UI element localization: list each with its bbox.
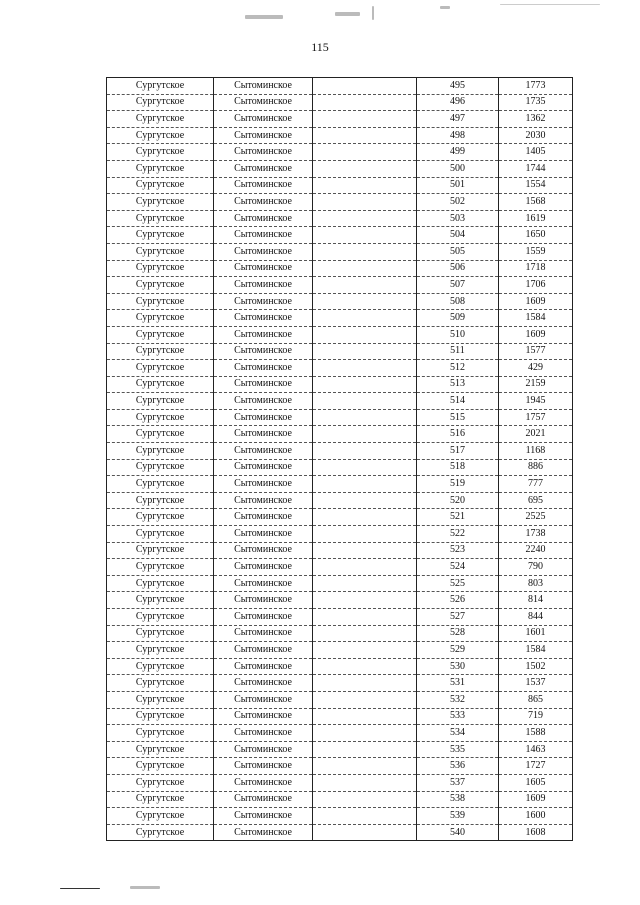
note-cell xyxy=(313,443,417,460)
field-cell: Сургутское xyxy=(107,509,214,526)
area-cell: Сытоминское xyxy=(214,326,313,343)
note-cell xyxy=(313,691,417,708)
note-cell xyxy=(313,725,417,742)
value-cell: 1609 xyxy=(499,293,573,310)
value-cell: 695 xyxy=(499,492,573,509)
note-cell xyxy=(313,708,417,725)
note-cell xyxy=(313,160,417,177)
field-cell: Сургутское xyxy=(107,642,214,659)
number-cell: 509 xyxy=(417,310,499,327)
value-cell: 1600 xyxy=(499,808,573,825)
field-cell: Сургутское xyxy=(107,111,214,128)
number-cell: 533 xyxy=(417,708,499,725)
scan-artifact xyxy=(335,12,360,16)
area-cell: Сытоминское xyxy=(214,277,313,294)
table-row xyxy=(107,509,573,526)
note-cell xyxy=(313,609,417,626)
value-cell: 886 xyxy=(499,459,573,476)
table-row xyxy=(107,741,573,758)
area-cell: Сытоминское xyxy=(214,625,313,642)
area-cell: Сытоминское xyxy=(214,227,313,244)
note-cell xyxy=(313,741,417,758)
number-cell: 505 xyxy=(417,243,499,260)
field-cell: Сургутское xyxy=(107,725,214,742)
table-row xyxy=(107,177,573,194)
value-cell: 865 xyxy=(499,691,573,708)
number-cell: 525 xyxy=(417,575,499,592)
number-cell: 519 xyxy=(417,476,499,493)
value-cell: 1168 xyxy=(499,443,573,460)
value-cell: 1718 xyxy=(499,260,573,277)
table-row xyxy=(107,426,573,443)
field-cell: Сургутское xyxy=(107,476,214,493)
area-cell: Сытоминское xyxy=(214,360,313,377)
number-cell: 506 xyxy=(417,260,499,277)
note-cell xyxy=(313,492,417,509)
scan-artifact xyxy=(60,888,100,889)
value-cell: 1773 xyxy=(499,78,573,95)
value-cell: 2159 xyxy=(499,376,573,393)
number-cell: 534 xyxy=(417,725,499,742)
value-cell: 1554 xyxy=(499,177,573,194)
field-cell: Сургутское xyxy=(107,160,214,177)
value-cell: 719 xyxy=(499,708,573,725)
field-cell: Сургутское xyxy=(107,526,214,543)
table-row xyxy=(107,326,573,343)
area-cell: Сытоминское xyxy=(214,824,313,841)
scan-artifact xyxy=(440,6,450,9)
number-cell: 496 xyxy=(417,94,499,111)
area-cell: Сытоминское xyxy=(214,758,313,775)
table-row xyxy=(107,194,573,211)
note-cell xyxy=(313,658,417,675)
field-cell: Сургутское xyxy=(107,293,214,310)
value-cell: 1727 xyxy=(499,758,573,775)
value-cell: 1609 xyxy=(499,326,573,343)
field-cell: Сургутское xyxy=(107,127,214,144)
table-row xyxy=(107,559,573,576)
note-cell xyxy=(313,144,417,161)
area-cell: Сытоминское xyxy=(214,741,313,758)
area-cell: Сытоминское xyxy=(214,409,313,426)
field-cell: Сургутское xyxy=(107,609,214,626)
table-row xyxy=(107,708,573,725)
field-cell: Сургутское xyxy=(107,492,214,509)
note-cell xyxy=(313,78,417,95)
field-cell: Сургутское xyxy=(107,774,214,791)
table-row xyxy=(107,592,573,609)
note-cell xyxy=(313,575,417,592)
table-row xyxy=(107,243,573,260)
note-cell xyxy=(313,426,417,443)
number-cell: 535 xyxy=(417,741,499,758)
area-cell: Сытоминское xyxy=(214,210,313,227)
value-cell: 1605 xyxy=(499,774,573,791)
value-cell: 1945 xyxy=(499,393,573,410)
note-cell xyxy=(313,774,417,791)
table-row xyxy=(107,111,573,128)
table-row xyxy=(107,127,573,144)
note-cell xyxy=(313,476,417,493)
area-cell: Сытоминское xyxy=(214,642,313,659)
field-cell: Сургутское xyxy=(107,426,214,443)
note-cell xyxy=(313,559,417,576)
number-cell: 522 xyxy=(417,526,499,543)
field-cell: Сургутское xyxy=(107,459,214,476)
field-cell: Сургутское xyxy=(107,675,214,692)
number-cell: 514 xyxy=(417,393,499,410)
area-cell: Сытоминское xyxy=(214,675,313,692)
field-cell: Сургутское xyxy=(107,758,214,775)
note-cell xyxy=(313,509,417,526)
note-cell xyxy=(313,625,417,642)
number-cell: 520 xyxy=(417,492,499,509)
number-cell: 529 xyxy=(417,642,499,659)
note-cell xyxy=(313,824,417,841)
value-cell: 1619 xyxy=(499,210,573,227)
area-cell: Сытоминское xyxy=(214,708,313,725)
note-cell xyxy=(313,791,417,808)
number-cell: 521 xyxy=(417,509,499,526)
area-cell: Сытоминское xyxy=(214,376,313,393)
number-cell: 532 xyxy=(417,691,499,708)
note-cell xyxy=(313,360,417,377)
scan-artifact xyxy=(372,6,374,20)
field-cell: Сургутское xyxy=(107,194,214,211)
value-cell: 1650 xyxy=(499,227,573,244)
number-cell: 539 xyxy=(417,808,499,825)
table-body xyxy=(107,78,573,841)
table-row xyxy=(107,277,573,294)
area-cell: Сытоминское xyxy=(214,293,313,310)
field-cell: Сургутское xyxy=(107,343,214,360)
value-cell: 1405 xyxy=(499,144,573,161)
table-row xyxy=(107,260,573,277)
number-cell: 527 xyxy=(417,609,499,626)
field-cell: Сургутское xyxy=(107,691,214,708)
area-cell: Сытоминское xyxy=(214,575,313,592)
field-cell: Сургутское xyxy=(107,741,214,758)
table-row xyxy=(107,791,573,808)
table-row xyxy=(107,774,573,791)
area-cell: Сытоминское xyxy=(214,542,313,559)
area-cell: Сытоминское xyxy=(214,492,313,509)
note-cell xyxy=(313,310,417,327)
value-cell: 1559 xyxy=(499,243,573,260)
number-cell: 516 xyxy=(417,426,499,443)
field-cell: Сургутское xyxy=(107,277,214,294)
value-cell: 1757 xyxy=(499,409,573,426)
field-cell: Сургутское xyxy=(107,824,214,841)
value-cell: 1608 xyxy=(499,824,573,841)
table-row xyxy=(107,691,573,708)
table-row xyxy=(107,409,573,426)
note-cell xyxy=(313,758,417,775)
value-cell: 803 xyxy=(499,575,573,592)
value-cell: 1588 xyxy=(499,725,573,742)
field-cell: Сургутское xyxy=(107,559,214,576)
note-cell xyxy=(313,111,417,128)
number-cell: 498 xyxy=(417,127,499,144)
area-cell: Сытоминское xyxy=(214,725,313,742)
number-cell: 540 xyxy=(417,824,499,841)
table-row xyxy=(107,78,573,95)
area-cell: Сытоминское xyxy=(214,808,313,825)
note-cell xyxy=(313,642,417,659)
value-cell: 1735 xyxy=(499,94,573,111)
number-cell: 515 xyxy=(417,409,499,426)
table-row xyxy=(107,542,573,559)
field-cell: Сургутское xyxy=(107,575,214,592)
table-row xyxy=(107,443,573,460)
area-cell: Сытоминское xyxy=(214,177,313,194)
area-cell: Сытоминское xyxy=(214,343,313,360)
value-cell: 1609 xyxy=(499,791,573,808)
value-cell: 1738 xyxy=(499,526,573,543)
note-cell xyxy=(313,326,417,343)
field-cell: Сургутское xyxy=(107,708,214,725)
data-table xyxy=(106,77,573,841)
area-cell: Сытоминское xyxy=(214,459,313,476)
table-row xyxy=(107,376,573,393)
number-cell: 497 xyxy=(417,111,499,128)
number-cell: 524 xyxy=(417,559,499,576)
note-cell xyxy=(313,376,417,393)
table-row xyxy=(107,658,573,675)
note-cell xyxy=(313,94,417,111)
field-cell: Сургутское xyxy=(107,144,214,161)
number-cell: 523 xyxy=(417,542,499,559)
note-cell xyxy=(313,277,417,294)
number-cell: 508 xyxy=(417,293,499,310)
table-row xyxy=(107,642,573,659)
value-cell: 777 xyxy=(499,476,573,493)
value-cell: 1584 xyxy=(499,642,573,659)
table-row xyxy=(107,808,573,825)
number-cell: 507 xyxy=(417,277,499,294)
area-cell: Сытоминское xyxy=(214,658,313,675)
field-cell: Сургутское xyxy=(107,409,214,426)
value-cell: 790 xyxy=(499,559,573,576)
field-cell: Сургутское xyxy=(107,177,214,194)
number-cell: 528 xyxy=(417,625,499,642)
note-cell xyxy=(313,243,417,260)
table-row xyxy=(107,360,573,377)
value-cell: 1362 xyxy=(499,111,573,128)
field-cell: Сургутское xyxy=(107,443,214,460)
area-cell: Сытоминское xyxy=(214,774,313,791)
value-cell: 1577 xyxy=(499,343,573,360)
area-cell: Сытоминское xyxy=(214,609,313,626)
area-cell: Сытоминское xyxy=(214,260,313,277)
field-cell: Сургутское xyxy=(107,808,214,825)
note-cell xyxy=(313,194,417,211)
field-cell: Сургутское xyxy=(107,542,214,559)
number-cell: 530 xyxy=(417,658,499,675)
value-cell: 2021 xyxy=(499,426,573,443)
value-cell: 429 xyxy=(499,360,573,377)
table-row xyxy=(107,758,573,775)
table-row xyxy=(107,625,573,642)
area-cell: Сытоминское xyxy=(214,691,313,708)
area-cell: Сытоминское xyxy=(214,559,313,576)
number-cell: 510 xyxy=(417,326,499,343)
number-cell: 502 xyxy=(417,194,499,211)
number-cell: 503 xyxy=(417,210,499,227)
value-cell: 844 xyxy=(499,609,573,626)
note-cell xyxy=(313,227,417,244)
number-cell: 538 xyxy=(417,791,499,808)
field-cell: Сургутское xyxy=(107,260,214,277)
value-cell: 1537 xyxy=(499,675,573,692)
area-cell: Сытоминское xyxy=(214,160,313,177)
area-cell: Сытоминское xyxy=(214,194,313,211)
area-cell: Сытоминское xyxy=(214,592,313,609)
note-cell xyxy=(313,210,417,227)
table-row xyxy=(107,293,573,310)
area-cell: Сытоминское xyxy=(214,443,313,460)
area-cell: Сытоминское xyxy=(214,310,313,327)
number-cell: 518 xyxy=(417,459,499,476)
area-cell: Сытоминское xyxy=(214,509,313,526)
table-row xyxy=(107,609,573,626)
area-cell: Сытоминское xyxy=(214,526,313,543)
value-cell: 814 xyxy=(499,592,573,609)
table-row xyxy=(107,459,573,476)
number-cell: 512 xyxy=(417,360,499,377)
number-cell: 513 xyxy=(417,376,499,393)
note-cell xyxy=(313,526,417,543)
field-cell: Сургутское xyxy=(107,210,214,227)
area-cell: Сытоминское xyxy=(214,791,313,808)
area-cell: Сытоминское xyxy=(214,111,313,128)
table-row xyxy=(107,227,573,244)
field-cell: Сургутское xyxy=(107,592,214,609)
number-cell: 526 xyxy=(417,592,499,609)
number-cell: 504 xyxy=(417,227,499,244)
table-row xyxy=(107,210,573,227)
value-cell: 2525 xyxy=(499,509,573,526)
note-cell xyxy=(313,293,417,310)
area-cell: Сытоминское xyxy=(214,243,313,260)
area-cell: Сытоминское xyxy=(214,144,313,161)
table-row xyxy=(107,160,573,177)
area-cell: Сытоминское xyxy=(214,393,313,410)
value-cell: 1584 xyxy=(499,310,573,327)
table-row xyxy=(107,575,573,592)
table-row xyxy=(107,343,573,360)
field-cell: Сургутское xyxy=(107,360,214,377)
field-cell: Сургутское xyxy=(107,78,214,95)
page-number: 115 xyxy=(311,40,329,54)
table-row xyxy=(107,824,573,841)
note-cell xyxy=(313,592,417,609)
number-cell: 500 xyxy=(417,160,499,177)
note-cell xyxy=(313,127,417,144)
field-cell: Сургутское xyxy=(107,393,214,410)
table-row xyxy=(107,310,573,327)
field-cell: Сургутское xyxy=(107,791,214,808)
area-cell: Сытоминское xyxy=(214,426,313,443)
value-cell: 1568 xyxy=(499,194,573,211)
area-cell: Сытоминское xyxy=(214,476,313,493)
field-cell: Сургутское xyxy=(107,625,214,642)
number-cell: 517 xyxy=(417,443,499,460)
field-cell: Сургутское xyxy=(107,227,214,244)
note-cell xyxy=(313,343,417,360)
number-cell: 536 xyxy=(417,758,499,775)
note-cell xyxy=(313,177,417,194)
area-cell: Сытоминское xyxy=(214,78,313,95)
value-cell: 1706 xyxy=(499,277,573,294)
field-cell: Сургутское xyxy=(107,658,214,675)
table-row xyxy=(107,526,573,543)
number-cell: 495 xyxy=(417,78,499,95)
table-row xyxy=(107,144,573,161)
value-cell: 2240 xyxy=(499,542,573,559)
number-cell: 499 xyxy=(417,144,499,161)
value-cell: 1601 xyxy=(499,625,573,642)
note-cell xyxy=(313,808,417,825)
note-cell xyxy=(313,675,417,692)
number-cell: 511 xyxy=(417,343,499,360)
table-row xyxy=(107,94,573,111)
number-cell: 501 xyxy=(417,177,499,194)
note-cell xyxy=(313,260,417,277)
number-cell: 531 xyxy=(417,675,499,692)
value-cell: 1463 xyxy=(499,741,573,758)
value-cell: 1744 xyxy=(499,160,573,177)
field-cell: Сургутское xyxy=(107,376,214,393)
scan-artifact xyxy=(500,4,600,5)
table-row xyxy=(107,725,573,742)
note-cell xyxy=(313,542,417,559)
table-row xyxy=(107,492,573,509)
field-cell: Сургутское xyxy=(107,326,214,343)
scan-artifact xyxy=(245,15,283,19)
table-row xyxy=(107,476,573,493)
area-cell: Сытоминское xyxy=(214,127,313,144)
area-cell: Сытоминское xyxy=(214,94,313,111)
note-cell xyxy=(313,393,417,410)
value-cell: 2030 xyxy=(499,127,573,144)
scan-artifact xyxy=(130,886,160,889)
field-cell: Сургутское xyxy=(107,94,214,111)
number-cell: 537 xyxy=(417,774,499,791)
field-cell: Сургутское xyxy=(107,243,214,260)
table-row xyxy=(107,675,573,692)
note-cell xyxy=(313,409,417,426)
note-cell xyxy=(313,459,417,476)
table-row xyxy=(107,393,573,410)
field-cell: Сургутское xyxy=(107,310,214,327)
value-cell: 1502 xyxy=(499,658,573,675)
